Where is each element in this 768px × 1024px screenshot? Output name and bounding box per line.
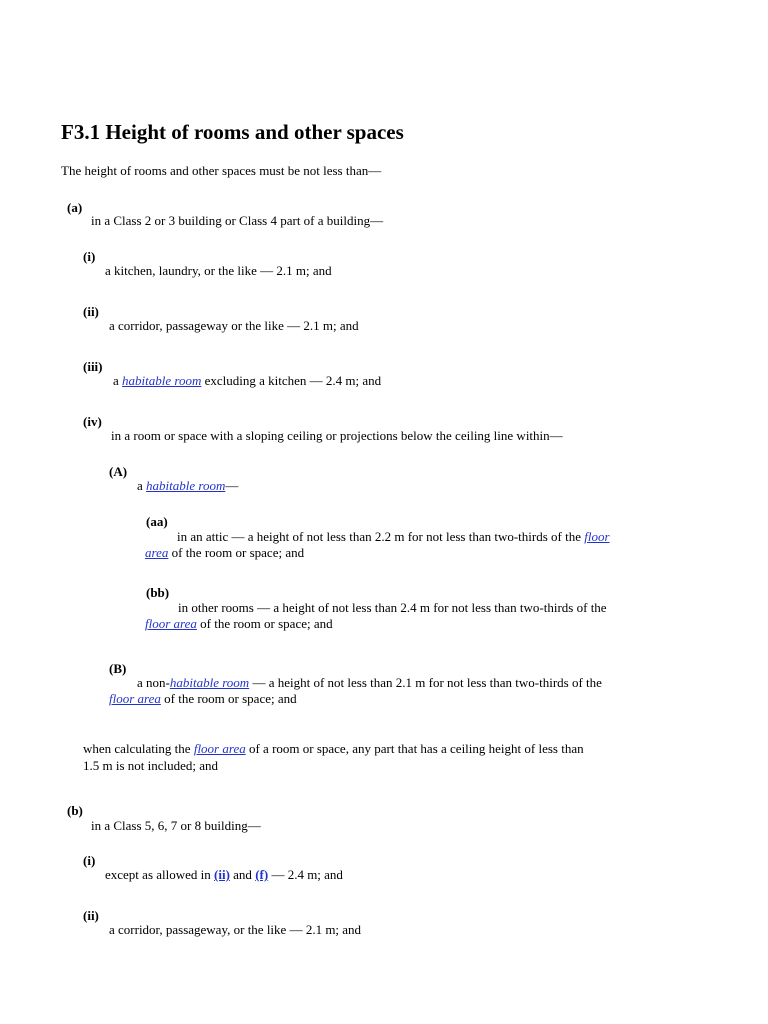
clause-a-ii-label: (ii) bbox=[83, 304, 99, 319]
clause-bb-label: (bb) bbox=[146, 585, 170, 600]
clause-a-iv-B-line1 bbox=[137, 674, 602, 691]
note-post: of a room or space, any part that has a ceiling height of less than bbox=[245, 741, 584, 756]
habitable-room-link[interactable]: habitable room bbox=[146, 478, 226, 493]
clause-b-i-label: (i) bbox=[83, 853, 96, 868]
note-line2: 1.5 m is not included; and bbox=[83, 758, 219, 773]
clause-a-iv-B-label: (B) bbox=[109, 661, 127, 676]
clause-b-i-post: — 2.4 m; and bbox=[268, 867, 343, 882]
clause-a-iii-post: excluding a kitchen — 2.4 m; and bbox=[201, 373, 382, 388]
clause-a-text: in a Class 2 or 3 building or Class 4 part of a building— bbox=[91, 213, 384, 228]
clause-a-iv-B-post: of the room or space; and bbox=[160, 691, 297, 706]
clause-a-iv-A-post: — bbox=[225, 478, 239, 493]
clause-a-iv-A-line bbox=[137, 477, 238, 494]
clause-a-iv-label: (iv) bbox=[83, 414, 102, 429]
clause-b-ii-text: a corridor, passageway, or the like — 2.1 m; and bbox=[109, 922, 362, 937]
floor-area-link[interactable]: floor bbox=[584, 529, 610, 544]
clause-a-iv-A-pre: a bbox=[137, 478, 147, 493]
clause-aa-label: (aa) bbox=[146, 514, 168, 529]
clause-a-iv-B-mid: — a height of not less than 2.1 m for not less than two-thirds of the bbox=[249, 675, 602, 690]
clause-b-i-mid: and bbox=[229, 867, 256, 882]
clause-a-label: (a) bbox=[67, 200, 83, 215]
clause-a-iv-A-label: (A) bbox=[109, 464, 128, 479]
clause-a-i-text: a kitchen, laundry, or the like — 2.1 m; and bbox=[105, 263, 332, 278]
clause-a-ii-text: a corridor, passageway or the like — 2.1 m; and bbox=[109, 318, 359, 333]
floor-area-link[interactable]: floor area bbox=[145, 616, 197, 631]
floor-area-link[interactable]: area bbox=[145, 545, 169, 560]
clause-ref-f-link[interactable]: (f) bbox=[255, 867, 269, 882]
habitable-room-link[interactable]: habitable room bbox=[122, 373, 202, 388]
clause-b-ii-label: (ii) bbox=[83, 908, 99, 923]
clause-a-iv-B-pre: a non- bbox=[137, 675, 170, 690]
page-title: F3.1 Height of rooms and other spaces bbox=[61, 120, 404, 144]
floor-area-link[interactable]: floor area bbox=[193, 741, 246, 756]
clause-b-text: in a Class 5, 6, 7 or 8 building— bbox=[91, 818, 261, 833]
clause-a-i-label: (i) bbox=[83, 249, 96, 264]
clause-a-iii-line bbox=[113, 372, 381, 389]
note-pre: when calculating the bbox=[83, 741, 194, 756]
clause-aa-post: of the room or space; and bbox=[168, 545, 305, 560]
clause-a-iii-pre: a bbox=[113, 373, 123, 388]
note-line1 bbox=[83, 740, 584, 757]
intro-text: The height of rooms and other spaces must be not less than— bbox=[61, 163, 382, 178]
habitable-room-link[interactable]: habitable room bbox=[169, 675, 250, 690]
clause-aa-line1 bbox=[177, 528, 610, 545]
clause-aa-line2 bbox=[145, 544, 304, 561]
clause-ref-ii-link[interactable]: (ii) bbox=[214, 867, 230, 882]
clause-b-i-pre: except as allowed in bbox=[105, 867, 215, 882]
clause-a-iv-text: in a room or space with a sloping ceiling or projections below the ceiling line within— bbox=[111, 428, 563, 443]
clause-aa-text: in an attic — a height of not less than 2.2 m for not less than two-thirds of the bbox=[177, 529, 582, 544]
clause-bb-line2 bbox=[145, 615, 333, 632]
clause-b-label: (b) bbox=[67, 803, 83, 818]
clause-bb-post: of the room or space; and bbox=[196, 616, 333, 631]
floor-area-link[interactable]: floor area bbox=[109, 691, 161, 706]
clause-b-i-line bbox=[105, 866, 343, 883]
clause-a-iii-label: (iii) bbox=[83, 359, 103, 374]
clause-a-iv-B-line2 bbox=[109, 690, 297, 707]
clause-bb-line1: in other rooms — a height of not less than 2.4 m for not less than two-thirds of the bbox=[178, 600, 607, 615]
